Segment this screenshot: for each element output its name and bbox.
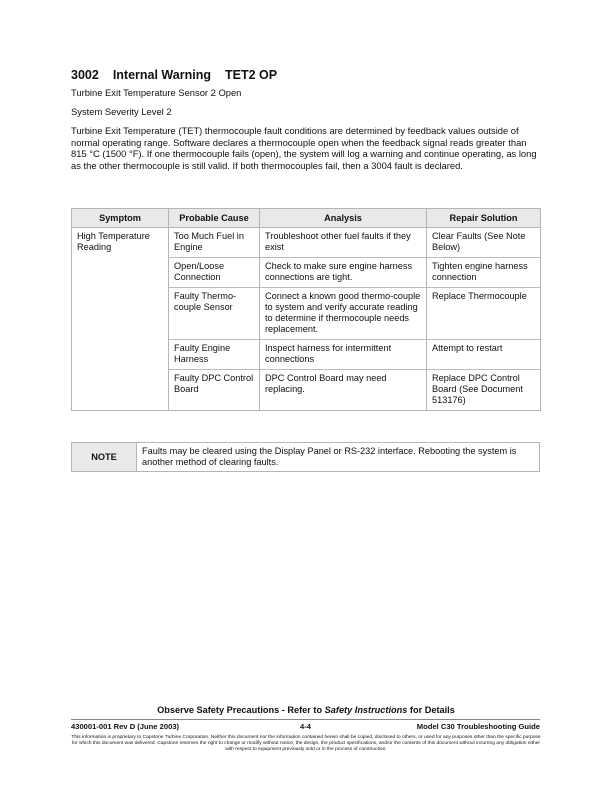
- cause-cell: Too Much Fuel in Engine: [169, 228, 260, 258]
- cause-cell: Faulty Thermo-couple Sensor: [169, 288, 260, 340]
- note-box: [71, 442, 540, 472]
- document-number: 430001-001 Rev D (June 2003): [71, 722, 180, 731]
- note-text: Faults may be cleared using the Display Panel or RS-232 interface. Rebooting the system is another method of clearing faults.: [137, 443, 540, 472]
- fault-op: TET2 OP: [224, 68, 278, 82]
- analysis-cell: Check to make sure engine harness connections are tight.: [260, 258, 427, 288]
- repair-cell: Attempt to restart: [427, 340, 541, 370]
- repair-cell: Tighten engine harness connection: [427, 258, 541, 288]
- severity-level: System Severity Level 2: [71, 106, 172, 117]
- analysis-cell: Connect a known good thermo-couple to system and verify accurate reading to determine if thermocouple needs replacement.: [260, 288, 427, 340]
- safety-instructions-emph: Safety Instructions: [324, 705, 408, 715]
- cause-cell: Faulty DPC Control Board: [169, 370, 260, 411]
- table-header-row: [72, 209, 541, 228]
- fault-subtitle: Turbine Exit Temperature Sensor 2 Open: [71, 87, 242, 98]
- repair-cell: Replace DPC Control Board (See Document 513176): [427, 370, 541, 411]
- symptom-cell: High Temperature Reading: [72, 228, 169, 411]
- repair-cell: Clear Faults (See Note Below): [427, 228, 541, 258]
- footer-divider: [71, 719, 540, 720]
- header-symptom: Symptom: [72, 209, 169, 228]
- proprietary-disclaimer: This information is proprietary to Capstone Turbine Corporation. Neither this document nor the information contained herein shall be copied, disclosed to others, or used for any purposes other than the specific purpose for which this document was delivered. Capstone reserves the right to change or modify without notice, the design, the product specifications, and/or the contents of this document without incurring any obligation either with respect to equipment previously sold or in the process of construction.: [71, 735, 541, 753]
- analysis-cell: Inspect harness for intermittent connections: [260, 340, 427, 370]
- fault-code: 3002: [71, 68, 99, 82]
- page-title: [71, 68, 277, 82]
- fault-name: Internal Warning: [112, 68, 211, 82]
- page-number: 4-4: [300, 722, 311, 731]
- analysis-cell: DPC Control Board may need replacing.: [260, 370, 427, 411]
- analysis-cell: Troubleshoot other fuel faults if they exist: [260, 228, 427, 258]
- guide-title: Model C30 Troubleshooting Guide: [416, 722, 540, 731]
- repair-cell: Replace Thermocouple: [427, 288, 541, 340]
- safety-notice: [0, 705, 612, 715]
- cause-cell: Faulty Engine Harness: [169, 340, 260, 370]
- cause-cell: Open/Loose Connection: [169, 258, 260, 288]
- fault-description: Turbine Exit Temperature (TET) thermocouple fault conditions are determined by feedback values outside of normal operating range. Software declares a thermocouple open when the feedback signal reads greater than 815 °C (1500 °F). If one thermocouple fails (open), the system will log a warning and continue operating, as long as the other thermocouple is still valid. If both thermocouples fail, then a 3004 fault is declared.: [71, 125, 537, 171]
- safety-suffix: for Details: [407, 705, 455, 715]
- header-analysis: Analysis: [260, 209, 427, 228]
- header-repair-solution: Repair Solution: [427, 209, 541, 228]
- safety-prefix: Observe Safety Precautions - Refer to: [157, 705, 325, 715]
- troubleshooting-table: [71, 208, 541, 411]
- note-label: NOTE: [72, 443, 137, 472]
- header-probable-cause: Probable Cause: [169, 209, 260, 228]
- table-row: [72, 228, 541, 258]
